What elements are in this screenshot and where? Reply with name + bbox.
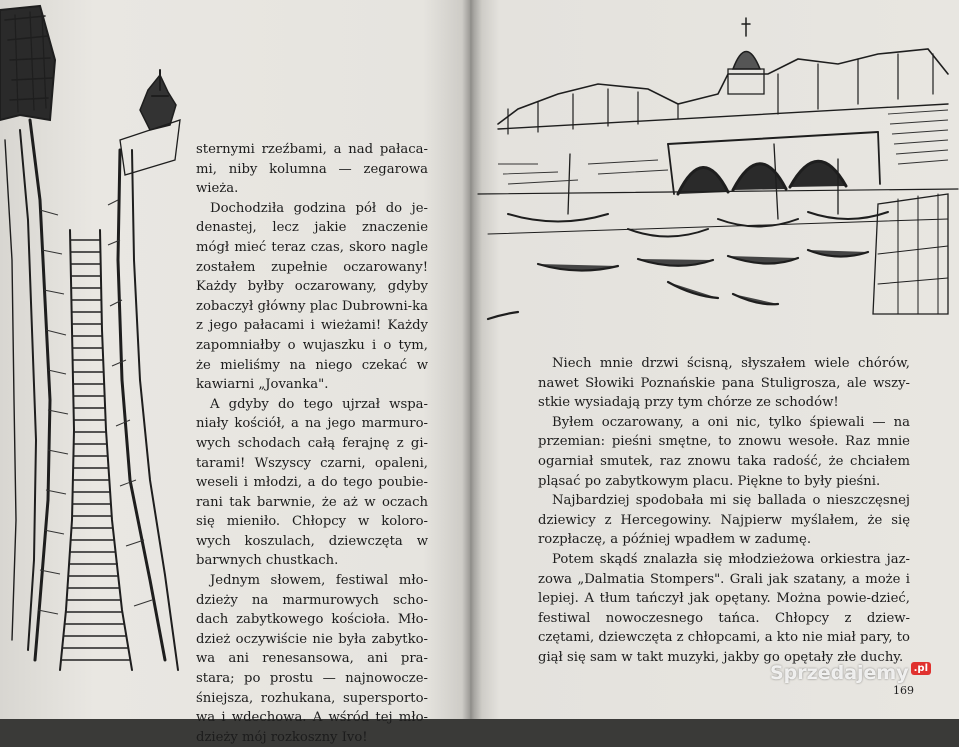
paragraph: Jednym słowem, festiwal mło-dzieży na marmurowych scho-dach zabytkowego kościoła. Mło-dzież oczywiście nie była zabytko-wa ani renesansowa, ani pra-stara; po prostu — najnowocze-śniejsza, rozhukana, supersporto-wa i wdechowa. A wśród tej mło-dzieży mój rozkoszny Ivo!	[196, 573, 428, 745]
paragraph: Najbardziej spodobała mi się ballada o nieszczęsnej dziewicy z Hercegowiny. Najpierw myślałem, że się rozpłaczę, a później wpadłem w zadumę.	[538, 493, 910, 548]
paragraph: A gdyby do tego ujrzał wspa-niały kościół, a na jego marmuro-wych schodach całą ferajnę z gi-tarami! Wszyscy czarni, opaleni, weseli i młodzi, a do tego poubie-rani tak barwnie, że aż w oczach się mieniło. Chłopcy w koloro-wych koszulach, dziewczęta w barwnych chustkach.	[196, 396, 428, 569]
paragraph: Byłem oczarowany, a oni nic, tylko śpiewali — na przemian: pieśni smętne, to znowu wesołe. Raz mnie ogarniał smutek, raz znowu taka radość, że chciałem pląsać po zabytkowym placu. Piękne to były pieśni.	[538, 414, 910, 489]
paragraph: Potem skądś znalazła się młodzieżowa orkiestra jaz-zowa „Dalmatia Stompers". Grali jak szatany, a może i lepiej. A tłum tańczył jak opętany. Można powie-dzieć, festiwal nowoczesnego tańca. Chłopcy z dziew-czętami, dziewczęta z chłopcami, a kto nie miał pary, to giął się sam w takt muzyki, jakby go opętały złe duchy.	[538, 551, 910, 665]
watermark-suffix: .pl	[911, 662, 931, 675]
book-gutter	[462, 0, 482, 719]
paragraph: sternymi rzeźbami, a nad pałaca-mi, niby kolumna — zegarowa wieża.	[196, 142, 428, 197]
watermark	[770, 662, 931, 684]
stairs-illustration	[0, 0, 190, 690]
page-number: 169	[893, 684, 914, 697]
watermark-text: Sprzedajemy	[770, 662, 909, 684]
right-page	[470, 0, 959, 719]
paragraph: Niech mnie drzwi ścisną, słyszałem wiele chórów, nawet Słowiki Poznańskie pana Stuligrosza, ale wszy-stkie wysiadają przy tym chórze ze schodów!	[538, 356, 910, 411]
left-page	[0, 0, 470, 745]
right-page-text	[538, 354, 910, 668]
harbor-illustration	[478, 14, 958, 334]
paragraph: Dochodziła godzina pół do je-denastej, lecz jakie znaczenie mógł mieć teraz czas, skoro nagle zostałem zupełnie oczarowany! Każdy byłby oczarowany, gdyby zobaczył główny plac Dubrowni-ka z jego pałacami i wieżami! Każdy zapomniałby o wujaszku i o tym, że mieliśmy na niego czekać w kawiarni „Jovanka".	[196, 200, 428, 393]
left-page-text	[196, 140, 428, 747]
